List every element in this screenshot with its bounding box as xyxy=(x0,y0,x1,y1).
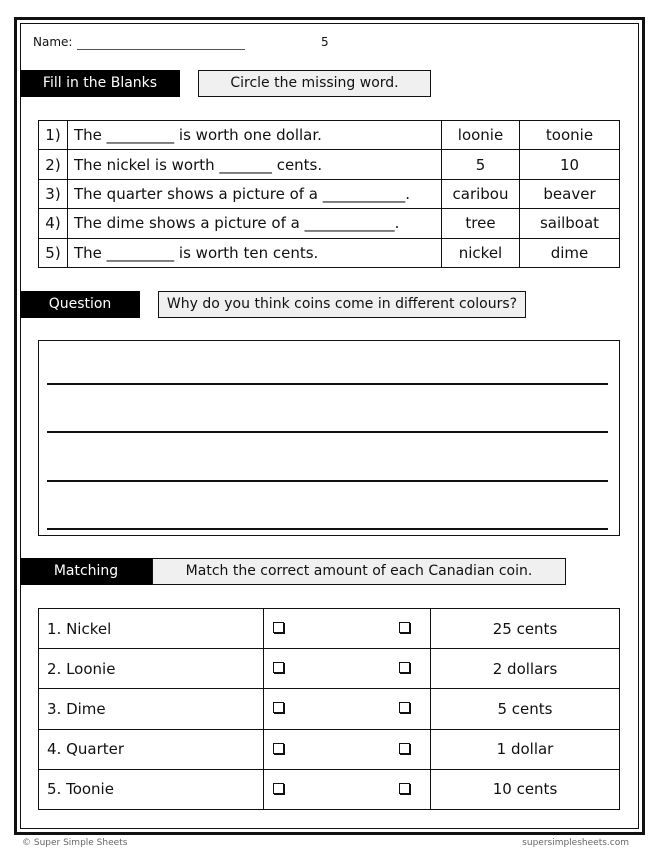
matching-row xyxy=(39,769,620,809)
fill-blank-row xyxy=(39,179,620,208)
blank-sentence: The dime shows a picture of a ____________. xyxy=(68,209,442,238)
fill-blank-row xyxy=(39,209,620,238)
matching-title: Matching xyxy=(20,558,152,585)
question-number: 1) xyxy=(39,121,68,150)
fill-blanks-instruction: Circle the missing word. xyxy=(198,70,431,97)
coin-amount: 25 cents xyxy=(431,609,620,649)
match-checkboxes xyxy=(264,649,431,689)
checkbox-icon[interactable] xyxy=(273,662,284,673)
footer-website: supersimplesheets.com xyxy=(522,838,629,848)
matching-header xyxy=(20,558,566,585)
checkbox-icon[interactable] xyxy=(273,622,284,633)
blank-sentence: The nickel is worth _______ cents. xyxy=(68,150,442,179)
answer-line[interactable] xyxy=(47,431,608,433)
blank-sentence: The quarter shows a picture of a ___________. xyxy=(68,179,442,208)
fill-blanks-table xyxy=(38,120,620,268)
option-one[interactable]: loonie xyxy=(442,121,520,150)
option-two[interactable]: dime xyxy=(520,238,620,267)
coin-amount: 5 cents xyxy=(431,689,620,729)
checkbox-icon[interactable] xyxy=(273,702,284,713)
coin-amount: 1 dollar xyxy=(431,729,620,769)
fill-blanks-header xyxy=(20,70,411,97)
matching-row xyxy=(39,729,620,769)
checkbox-icon[interactable] xyxy=(399,702,410,713)
coin-amount: 2 dollars xyxy=(431,649,620,689)
answer-line[interactable] xyxy=(47,480,608,482)
coin-name: 5. Toonie xyxy=(39,769,264,809)
checkbox-icon[interactable] xyxy=(399,622,410,633)
option-one[interactable]: caribou xyxy=(442,179,520,208)
checkbox-icon[interactable] xyxy=(399,743,410,754)
answer-line[interactable] xyxy=(47,528,608,530)
option-two[interactable]: sailboat xyxy=(520,209,620,238)
matching-row xyxy=(39,689,620,729)
name-field[interactable] xyxy=(77,49,245,50)
matching-row xyxy=(39,649,620,689)
checkbox-icon[interactable] xyxy=(399,783,410,794)
match-checkboxes xyxy=(264,769,431,809)
fill-blank-row xyxy=(39,150,620,179)
coin-name: 2. Loonie xyxy=(39,649,264,689)
match-checkboxes xyxy=(264,609,431,649)
question-header xyxy=(20,291,526,318)
blank-sentence: The _________ is worth one dollar. xyxy=(68,121,442,150)
question-prompt: Why do you think coins come in different colours? xyxy=(158,291,526,318)
question-title: Question xyxy=(20,291,140,318)
blank-sentence: The _________ is worth ten cents. xyxy=(68,238,442,267)
answer-line[interactable] xyxy=(47,383,608,385)
option-two[interactable]: beaver xyxy=(520,179,620,208)
match-checkboxes xyxy=(264,729,431,769)
fill-blank-row xyxy=(39,121,620,150)
checkbox-icon[interactable] xyxy=(273,743,284,754)
match-checkboxes xyxy=(264,689,431,729)
question-number: 5) xyxy=(39,238,68,267)
name-label: Name: xyxy=(33,35,73,49)
option-one[interactable]: tree xyxy=(442,209,520,238)
coin-amount: 10 cents xyxy=(431,769,620,809)
question-number: 3) xyxy=(39,179,68,208)
option-two[interactable]: toonie xyxy=(520,121,620,150)
coin-name: 1. Nickel xyxy=(39,609,264,649)
question-number: 2) xyxy=(39,150,68,179)
page-number: 5 xyxy=(321,35,329,49)
matching-row xyxy=(39,609,620,649)
footer-copyright: © Super Simple Sheets xyxy=(22,838,128,848)
matching-instruction: Match the correct amount of each Canadian coin. xyxy=(152,558,566,585)
checkbox-icon[interactable] xyxy=(399,662,410,673)
option-one[interactable]: nickel xyxy=(442,238,520,267)
fill-blank-row xyxy=(39,238,620,267)
answer-box[interactable] xyxy=(38,340,620,536)
option-two[interactable]: 10 xyxy=(520,150,620,179)
fill-blanks-title: Fill in the Blanks xyxy=(20,70,180,97)
coin-name: 3. Dime xyxy=(39,689,264,729)
question-number: 4) xyxy=(39,209,68,238)
coin-name: 4. Quarter xyxy=(39,729,264,769)
matching-table xyxy=(38,608,620,810)
option-one[interactable]: 5 xyxy=(442,150,520,179)
checkbox-icon[interactable] xyxy=(273,783,284,794)
